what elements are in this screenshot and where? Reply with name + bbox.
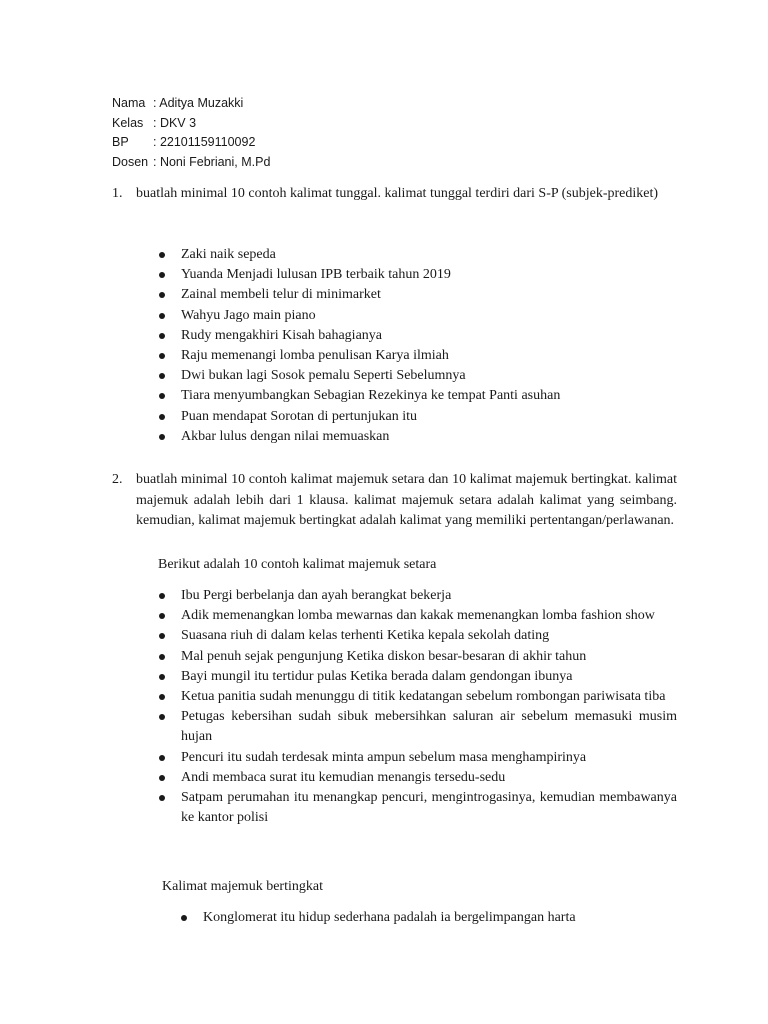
- list-item: [158, 788, 677, 828]
- list-item-text: Bayi mungil itu tertidur pulas Ketika berada dalam gendongan ibunya: [181, 668, 573, 684]
- list-item-text: Ketua panitia sudah menunggu di titik kedatangan sebelum rombongan pariwisata tiba: [181, 689, 666, 705]
- list-item-text: Tiara menyumbangkan Sebagian Rezekinya ke tempat Panti asuhan: [181, 388, 561, 404]
- bullet-icon: [159, 414, 165, 420]
- list-item: [158, 626, 677, 646]
- bullet-icon: [159, 694, 165, 700]
- bertingkat-list: [180, 908, 677, 928]
- list-item-text: Ibu Pergi berbelanja dan ayah berangkat bekerja: [181, 588, 452, 603]
- setara-list: [158, 586, 677, 828]
- list-item-text: Konglomerat itu hidup sederhana padalah ia bergelimpangan harta: [203, 910, 576, 925]
- bullet-icon: [159, 292, 165, 298]
- bullet-icon: [159, 674, 165, 680]
- list-item-text: Petugas kebersihan sudah sibuk mebersihkan saluran air sebelum memasuki musim hujan: [181, 709, 677, 745]
- list-item-text: Wahyu Jago main piano: [181, 307, 316, 323]
- list-item-text: Yuanda Menjadi lulusan IPB terbaik tahun 2019: [181, 267, 451, 283]
- list-item: [158, 386, 677, 406]
- list-item-text: Akbar lulus dengan nilai memuaskan: [181, 428, 390, 444]
- bullet-icon: [159, 795, 165, 801]
- list-item: [158, 326, 677, 346]
- list-item: [158, 346, 677, 366]
- bullet-icon: [181, 915, 187, 921]
- info-row-nama: [112, 94, 270, 114]
- list-item-text: Satpam perumahan itu menangkap pencuri, mengintrogasinya, kemudian membawanya ke kantor polisi: [181, 790, 677, 826]
- bullet-icon: [159, 714, 165, 720]
- question-text: buatlah minimal 10 contoh kalimat majemuk setara dan 10 kalimat majemuk bertingkat. kalimat majemuk adalah lebih dari 1 klausa. kalimat majemuk setara adalah kalimat yang seimbang. kemudian, kalimat majemuk bertingkat adalah kalimat yang memiliki pertentangan/perlawanan.: [136, 472, 677, 528]
- bullet-icon: [159, 393, 165, 399]
- list-item: [158, 427, 677, 447]
- bullet-icon: [159, 654, 165, 660]
- list-item-text: Andi membaca surat itu kemudian menangis tersedu-sedu: [181, 769, 506, 785]
- info-row-kelas: [112, 114, 270, 134]
- list-item-text: Rudy mengakhiri Kisah bahagianya: [181, 327, 383, 343]
- info-value: : DKV 3: [153, 115, 197, 130]
- bullet-icon: [159, 353, 165, 359]
- info-label: BP: [112, 135, 129, 149]
- bullet-icon: [159, 313, 165, 319]
- info-label: Dosen: [112, 154, 149, 169]
- bullet-icon: [159, 593, 165, 599]
- bullet-icon: [159, 775, 165, 781]
- info-label: Kelas: [112, 115, 144, 130]
- list-item: [158, 687, 677, 707]
- q1-answer-list: [158, 245, 677, 447]
- info-row-dosen: [112, 153, 270, 173]
- question-number: 2.: [112, 472, 123, 487]
- list-item-text: Adik memenangkan lomba mewarnas dan kakak memenangkan lomba fashion show: [181, 608, 655, 624]
- list-item: [180, 908, 677, 928]
- bullet-icon: [159, 252, 165, 258]
- list-item-text: Zainal membeli telur di minimarket: [181, 287, 381, 303]
- info-row-bp: [112, 133, 270, 153]
- bullet-icon: [159, 272, 165, 278]
- bullet-icon: [159, 373, 165, 379]
- list-item: [158, 265, 677, 285]
- list-item: [158, 366, 677, 386]
- info-value: : Aditya Muzakki: [153, 96, 244, 110]
- list-item: [158, 407, 677, 427]
- list-item: [158, 245, 677, 265]
- question-number: 1.: [112, 186, 123, 201]
- bullet-icon: [159, 434, 165, 440]
- bullet-icon: [159, 633, 165, 639]
- list-item-text: Puan mendapat Sorotan di pertunjukan itu: [181, 408, 418, 424]
- bullet-icon: [159, 333, 165, 339]
- bertingkat-heading: Kalimat majemuk bertingkat: [162, 879, 323, 894]
- list-item-text: Mal penuh sejak pengunjung Ketika diskon besar-besaran di akhir tahun: [181, 648, 587, 664]
- list-item: [158, 647, 677, 667]
- list-item-text: Dwi bukan lagi Sosok pemalu Seperti Sebelumnya: [181, 368, 466, 384]
- student-info: [112, 94, 270, 172]
- question-2: [112, 470, 677, 532]
- list-item: [158, 768, 677, 788]
- list-item: [158, 707, 677, 747]
- list-item-text: Raju memenangi lomba penulisan Karya ilmiah: [181, 348, 449, 364]
- list-item: [158, 586, 677, 606]
- list-item-text: Pencuri itu sudah terdesak minta ampun sebelum masa menghampirinya: [181, 749, 587, 765]
- bullet-icon: [159, 613, 165, 619]
- info-value: : 22101159110092: [153, 135, 256, 149]
- list-item: [158, 306, 677, 326]
- question-text: buatlah minimal 10 contoh kalimat tunggal. kalimat tunggal terdiri dari S-P (subjek-prediket): [136, 186, 659, 201]
- list-item-text: Suasana riuh di dalam kelas terhenti Ketika kepala sekolah dating: [181, 628, 550, 644]
- list-item: [158, 667, 677, 687]
- info-value: : Noni Febriani, M.Pd: [153, 154, 271, 169]
- info-label: Nama: [112, 96, 146, 110]
- question-1: [112, 184, 677, 205]
- list-item-text: Zaki naik sepeda: [181, 247, 276, 262]
- list-item: [158, 285, 677, 305]
- setara-heading: Berikut adalah 10 contoh kalimat majemuk setara: [158, 557, 437, 572]
- list-item: [158, 748, 677, 768]
- list-item: [158, 606, 677, 626]
- bullet-icon: [159, 755, 165, 761]
